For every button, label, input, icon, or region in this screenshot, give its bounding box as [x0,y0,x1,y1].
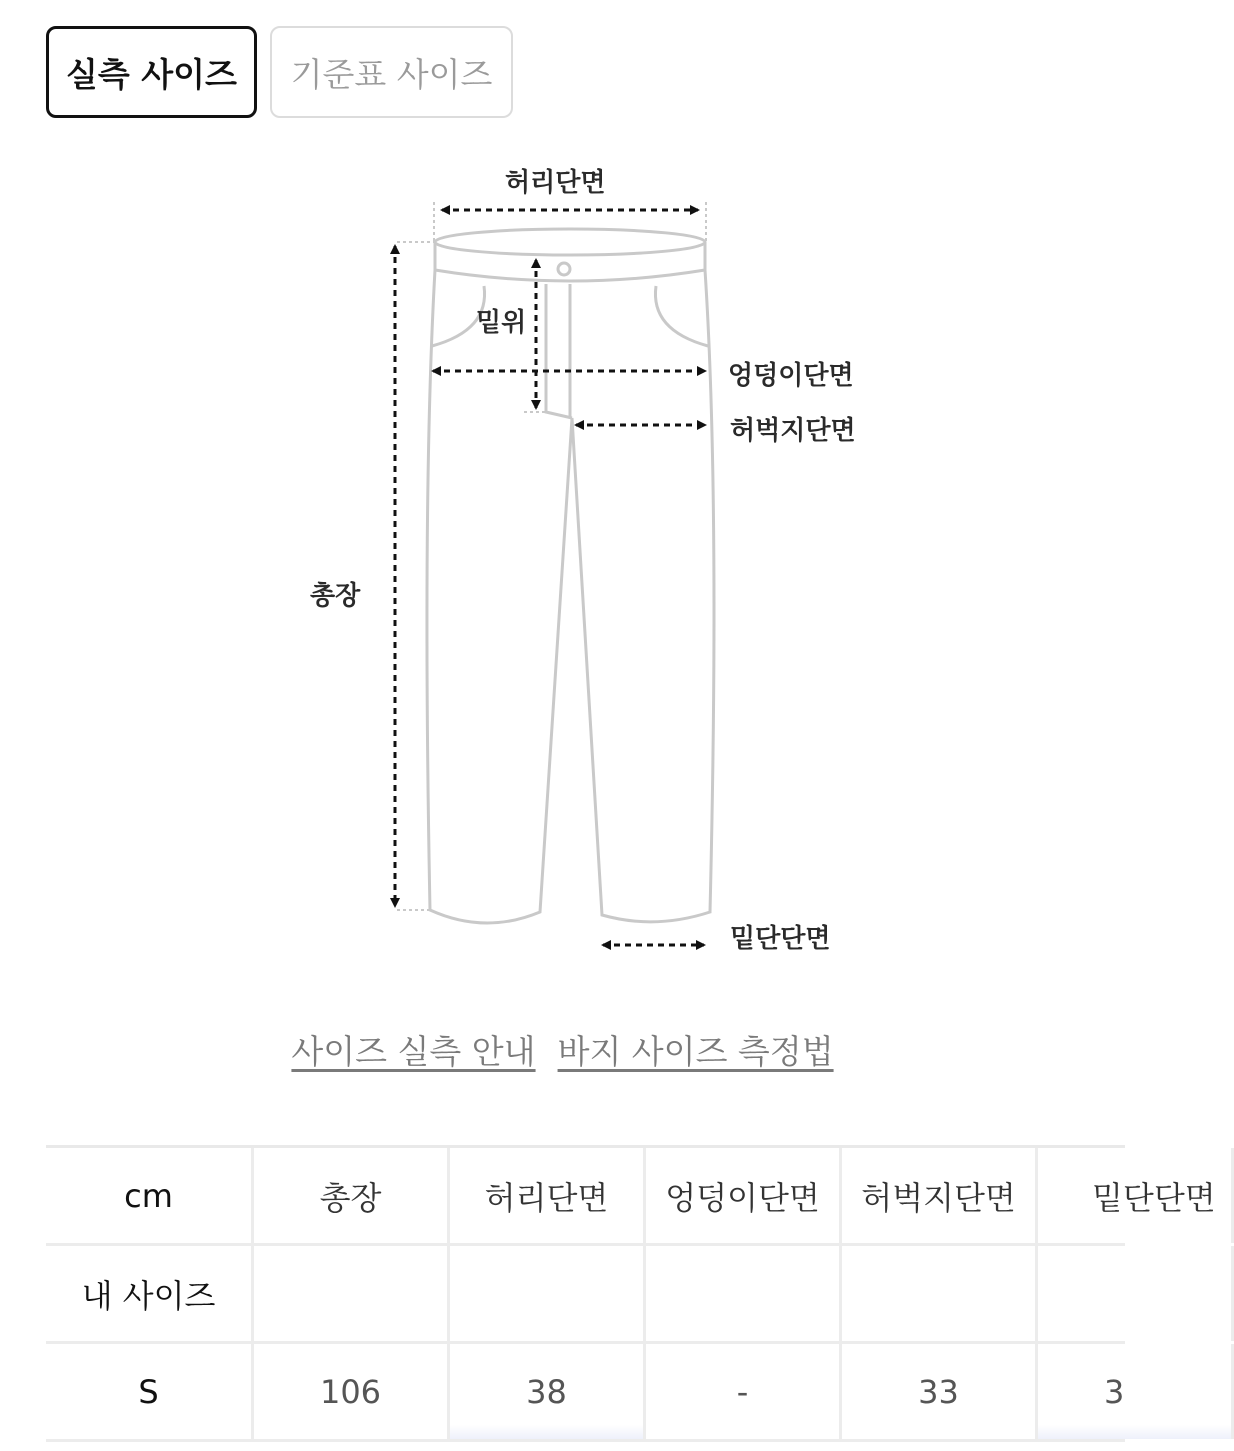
pants-outline [427,229,714,923]
header-waist: 허리단면 [450,1148,646,1243]
table-row-my-size[interactable] [46,1246,1125,1344]
table-cell [842,1246,1038,1341]
table-header-row [46,1148,1216,1246]
size-label: S [46,1344,254,1439]
table-cell [450,1246,646,1341]
header-thigh: 허벅지단면 [842,1148,1038,1243]
label-thigh: 허벅지단면 [730,416,856,446]
label-length: 총장 [310,581,361,611]
header-hip: 엉덩이단면 [646,1148,842,1243]
table-cell: 3 [1038,1344,1234,1439]
table-cell: 38 [450,1344,646,1439]
table-cell [254,1246,450,1341]
size-tabs [46,26,513,118]
label-hem: 밑단단면 [730,924,831,954]
table-row[interactable] [46,1344,1125,1442]
size-guide-link[interactable]: 사이즈 실측 안내 [291,1032,536,1071]
pants-illustration [300,150,900,980]
guide-links [0,1026,1125,1073]
size-table [46,1145,1216,1451]
measure-method-link[interactable]: 바지 사이즈 측정법 [557,1032,834,1071]
table-cell: 106 [254,1344,450,1439]
table-cell: - [646,1344,842,1439]
header-hem: 밑단단면 [1038,1148,1234,1243]
tab-standard-size[interactable]: 기준표 사이즈 [270,26,513,118]
pants-measurement-diagram [300,150,900,980]
header-unit: cm [46,1148,254,1243]
label-hip: 엉덩이단면 [728,361,854,391]
header-length: 총장 [254,1148,450,1243]
label-rise: 밑위 [476,308,527,338]
my-size-label: 내 사이즈 [46,1246,254,1341]
tab-actual-size[interactable]: 실측 사이즈 [46,26,257,118]
table-cell [1038,1246,1234,1341]
table-cell [646,1246,842,1341]
label-waist: 허리단면 [505,168,606,198]
table-cell: 33 [842,1344,1038,1439]
